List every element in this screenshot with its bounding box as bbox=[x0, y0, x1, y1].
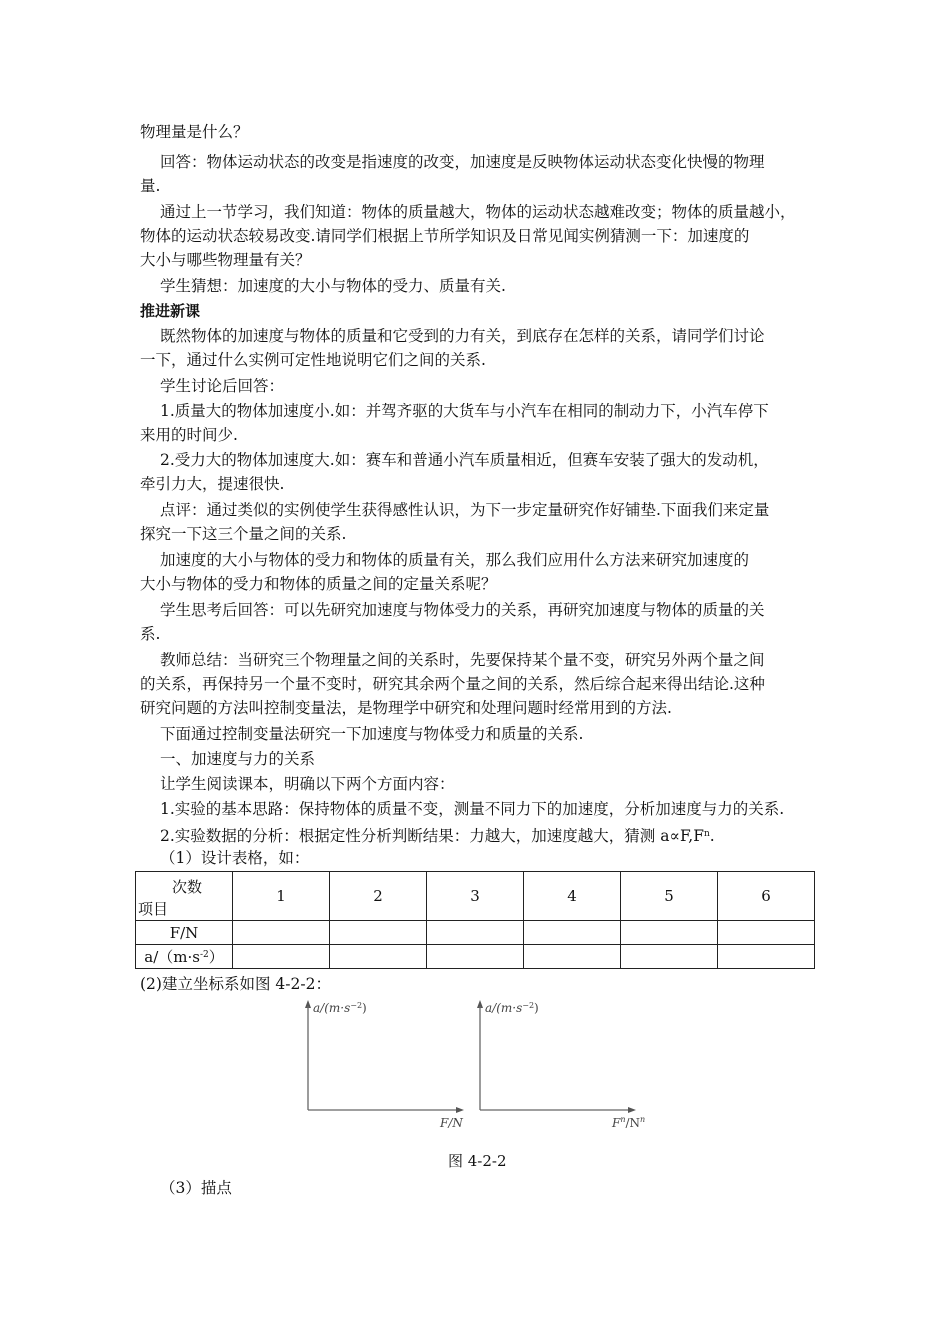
x-axis-label: F/N bbox=[440, 1116, 463, 1130]
text-run: . bbox=[709, 827, 715, 845]
y-axis-label: $a/(m\cdot s^{-2})$ bbox=[313, 1001, 367, 1015]
text-line: 一下，通过什么实例可定性地说明它们之间的关系. bbox=[140, 351, 486, 369]
superscript: n bbox=[703, 829, 710, 839]
data-table bbox=[135, 871, 815, 969]
row-label-superscript: -2 bbox=[199, 950, 209, 960]
table-cell bbox=[718, 921, 815, 945]
text-line: 牵引力大，提速很快. bbox=[140, 475, 285, 493]
text-line: (2)建立坐标系如图 4-2-2： bbox=[140, 975, 331, 993]
text-line: 1.实验的基本思路：保持物体的质量不变，测量不同力下的加速度，分析加速度与力的关系. bbox=[160, 800, 785, 818]
text-line: 回答：物体运动状态的改变是指速度的改变，加速度是反映物体运动状态变化快慢的物理 bbox=[160, 153, 765, 171]
section-heading: 推进新课 bbox=[140, 302, 201, 320]
text-line: 下面通过控制变量法研究一下加速度与物体受力和质量的关系. bbox=[160, 725, 584, 743]
text-line: 系. bbox=[140, 625, 161, 643]
text-line: 加速度的大小与物体的受力和物体的质量有关，那么我们应用什么方法来研究加速度的 bbox=[160, 551, 750, 569]
text-line: 学生讨论后回答： bbox=[160, 377, 285, 395]
text-line: 物理量是什么？ bbox=[140, 123, 249, 141]
text-line: 点评：通过类似的实例使学生获得感性认识，为下一步定量研究作好铺垫.下面我们来定量 bbox=[160, 501, 770, 519]
row-label: F/N bbox=[136, 921, 233, 945]
coordinate-axes-a-vs-Fn bbox=[470, 996, 660, 1131]
table-row bbox=[136, 945, 815, 969]
text-run: 2.实验数据的分析：根据定性分析判断结果：力越大，加速度越大，猜测 a∝F,F bbox=[160, 827, 704, 845]
text-line: 探究一下这三个量之间的关系. bbox=[140, 525, 347, 543]
text-line: （3）描点 bbox=[160, 1179, 232, 1197]
column-header: 4 bbox=[524, 872, 621, 921]
text-line: 的关系，再保持另一个量不变时，研究其余两个量之间的关系，然后综合起来得出结论.这种 bbox=[140, 675, 765, 693]
column-header: 2 bbox=[330, 872, 427, 921]
column-header: 6 bbox=[718, 872, 815, 921]
table-cell bbox=[427, 945, 524, 969]
x-axis-arrow bbox=[456, 1107, 464, 1113]
text-line: 物体的运动状态较易改变.请同学们根据上节所学知识及日常见闻实例猜测一下：加速度的 bbox=[140, 227, 750, 245]
y-axis-label: $a/(m\cdot s^{-2})$ bbox=[485, 1001, 539, 1015]
column-header: 5 bbox=[621, 872, 718, 921]
x-axis-arrow bbox=[628, 1107, 636, 1113]
text-line: （1）设计表格，如： bbox=[160, 849, 310, 867]
table-cell bbox=[233, 921, 330, 945]
text-line: 既然物体的加速度与物体的质量和它受到的力有关，到底存在怎样的关系，请同学们讨论 bbox=[160, 327, 765, 345]
x-axis-label: $F^n/N^n$ bbox=[612, 1115, 646, 1130]
row-label-text: a/（m·s bbox=[144, 948, 200, 966]
text-line: 来用的时间少. bbox=[140, 426, 238, 444]
row-label-text: ） bbox=[208, 948, 224, 966]
column-header: 1 bbox=[233, 872, 330, 921]
text-line: 大小与哪些物理量有关？ bbox=[140, 251, 311, 269]
text-line: 学生思考后回答：可以先研究加速度与物体受力的关系，再研究加速度与物体的质量的关 bbox=[160, 601, 765, 619]
text-line: 1.质量大的物体加速度小.如：并驾齐驱的大货车与小汽车在相同的制动力下，小汽车停下 bbox=[160, 402, 769, 420]
text-line bbox=[160, 822, 840, 848]
text-line: 大小与物体的受力和物体的质量之间的定量关系呢？ bbox=[140, 575, 497, 593]
table-cell bbox=[524, 921, 621, 945]
table-row bbox=[136, 921, 815, 945]
table-cell bbox=[718, 945, 815, 969]
corner-bottom-label: 项目 bbox=[138, 900, 169, 918]
text-line: 2.受力大的物体加速度大.如：赛车和普通小汽车质量相近，但赛车安装了强大的发动机， bbox=[160, 451, 769, 469]
text-line: 通过上一节学习，我们知道：物体的质量越大，物体的运动状态越难改变；物体的质量越小， bbox=[160, 203, 796, 221]
text-line: 量. bbox=[140, 177, 161, 195]
table-cell bbox=[524, 945, 621, 969]
column-header: 3 bbox=[427, 872, 524, 921]
table-cell bbox=[330, 921, 427, 945]
table-corner-cell bbox=[136, 872, 233, 921]
table-cell bbox=[427, 921, 524, 945]
table-cell bbox=[621, 945, 718, 969]
table-cell bbox=[233, 945, 330, 969]
text-line: 教师总结：当研究三个物理量之间的关系时，先要保持某个量不变，研究另外两个量之间 bbox=[160, 651, 765, 669]
text-line: 学生猜想：加速度的大小与物体的受力、质量有关. bbox=[160, 277, 506, 295]
table-cell bbox=[330, 945, 427, 969]
text-line: 一、加速度与力的关系 bbox=[160, 750, 316, 768]
table-cell bbox=[621, 921, 718, 945]
row-label bbox=[136, 945, 233, 969]
text-line: 研究问题的方法叫控制变量法，是物理学中研究和处理问题时经常用到的方法. bbox=[140, 699, 672, 717]
coordinate-axes-a-vs-F bbox=[298, 996, 478, 1131]
figure-caption: 图 4-2-2 bbox=[448, 1152, 507, 1170]
text-line: 让学生阅读课本，明确以下两个方面内容： bbox=[160, 775, 455, 793]
table-header-row bbox=[136, 872, 815, 921]
corner-top-label: 次数 bbox=[172, 878, 203, 896]
